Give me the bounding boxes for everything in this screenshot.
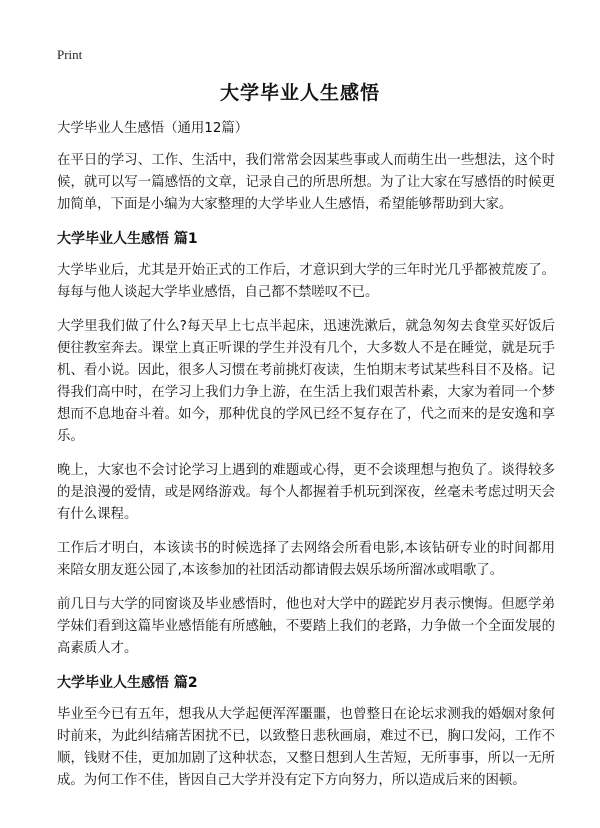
section-heading-1: 大学毕业人生感悟 篇1 — [57, 231, 198, 247]
article-subtitle: 大学毕业人生感悟（通用12篇） — [57, 121, 249, 136]
paragraph: 毕业至今已有五年，想我从大学起便浑浑噩噩，也曾整日在论坛求测我的婚姻对象何时前来，为此纠结痛苦困扰不已，以致整日悲秋画扇，难过不已，胸口发闷，工作不顺，钱财不佳，更加加剧了这种状态，又整日想到人生苦短，无所事事，所以一无所成。为何工作不佳，皆因自己大学并没有定下方向努力，所以造成后来的困顿。 — [57, 707, 555, 788]
paragraph: 大学毕业后，尤其是开始正式的工作后，才意识到大学的三年时光几乎都被荒废了。每每与他人谈起大学毕业感悟，自己都不禁嗟叹不已。 — [57, 263, 555, 300]
article-body — [57, 118, 555, 804]
paragraph: 前几日与大学的同窗谈及毕业感悟时，他也对大学中的蹉跎岁月表示懊悔。但愿学弟学妹们看到这篇毕业感悟能有所感触，不要踏上我们的老路，力争做一个全面发展的高素质人才。 — [57, 597, 555, 656]
print-link[interactable]: Print — [57, 47, 83, 62]
paragraph: 晚上，大家也不会讨论学习上遇到的难题或心得，更不会谈理想与抱负了。谈得较多的是浪漫的爱情，或是网络游戏。每个人都握着手机玩到深夜，丝毫未考虑过明天会有什么课程。 — [57, 463, 555, 522]
section-heading-2: 大学毕业人生感悟 篇2 — [57, 675, 198, 691]
page-title: 大学毕业人生感悟 — [219, 82, 380, 104]
intro-paragraph: 在平日的学习、工作、生活中，我们常常会因某些事或人而萌生出一些想法，这个时候，就可以写一篇感悟的文章，记录自己的所思所想。为了让大家在写感悟的时候更加简单，下面是小编为大家整理的大学毕业人生感悟，希望能够帮助到大家。 — [57, 153, 555, 212]
paragraph: 大学里我们做了什么?每天早上七点半起床，迅速洗漱后，就急匆匆去食堂买好饭后便往教室奔去。课堂上真正听课的学生并没有几个，大多数人不是在睡觉，就是玩手机、看小说。因此，很多人习惯在考前挑灯夜读，生怕期末考试某些科目不及格。记得我们高中时，在学习上我们力争上游，在生活上我们艰苦朴素，大家为着同一个梦想而不息地奋斗着。如今，那种优良的学风已经不复存在了，代之而来的是安逸和享乐。 — [57, 319, 555, 444]
paragraph: 工作后才明白，本该读书的时候选择了去网络会所看电影,本该钻研专业的时间都用来陪女朋友逛公园了,本该参加的社团活动都请假去娱乐场所溜冰或唱歌了。 — [57, 541, 555, 578]
